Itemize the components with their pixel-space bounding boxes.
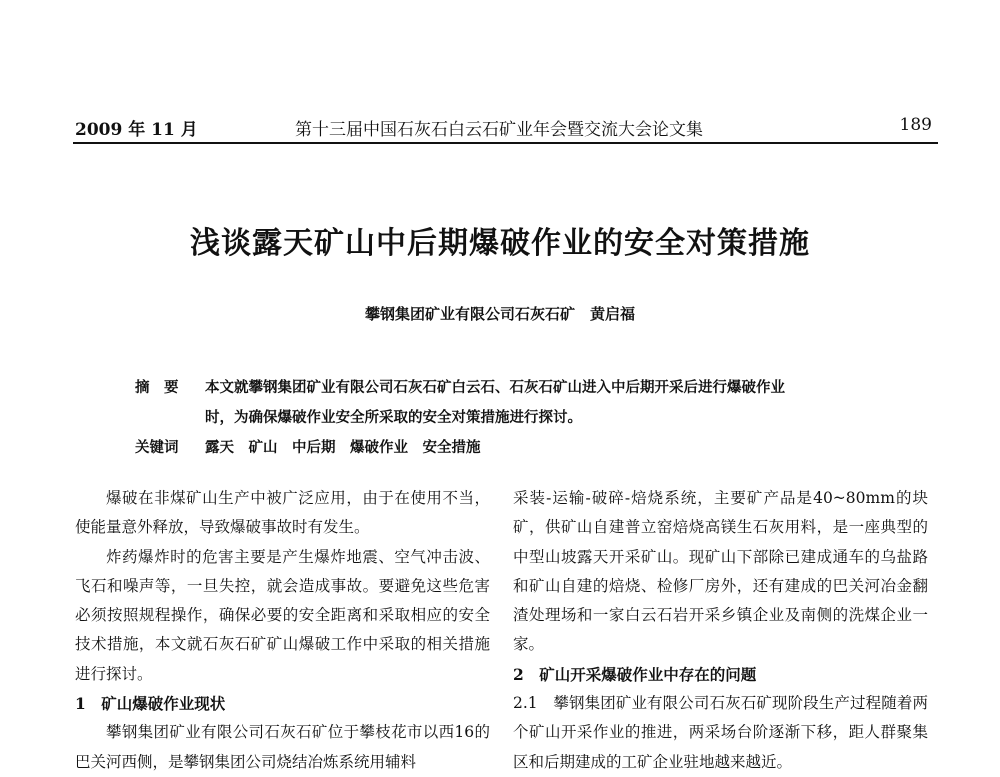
abstract-line-2: 时，为确保爆破作业安全所采取的安全对策措施进行探讨。 xyxy=(205,409,582,426)
paragraph: 爆破在非煤矿山生产中被广泛应用，由于在使用不当，使能量意外释放，导致爆破事故时有发生。 xyxy=(75,489,490,537)
abstract-block xyxy=(135,373,915,463)
header-journal: 第十三届中国石灰石白云石矿业年会暨交流大会论文集 xyxy=(295,120,703,140)
keywords-label: 关键词 xyxy=(135,439,179,456)
page-number: 189 xyxy=(899,115,932,135)
paper-title: 浅谈露天矿山中后期爆破作业的安全对策措施 xyxy=(190,226,810,261)
body-column-right xyxy=(513,484,928,777)
abstract-label: 摘 要 xyxy=(135,379,179,396)
paragraph: 采装-运输-破碎-焙烧系统，主要矿产品是40~80mm的块矿，供矿山自建普立窑焙烧高镁生石灰用料，是一座典型的中型山坡露天开采矿山。现矿山下部除已建成通车的乌盐路和矿山自建的焙烧、检修厂房外，还有建成的巴关河冶金翻渣处理场和一家白云石岩开采乡镇企业及南侧的洗煤企业一家。 xyxy=(513,489,928,654)
keywords-text: 露天 矿山 中后期 爆破作业 安全措施 xyxy=(205,439,481,456)
author-affiliation: 攀钢集团矿业有限公司石灰石矿 黄启福 xyxy=(364,305,635,323)
abstract-line-1: 本文就攀钢集团矿业有限公司石灰石矿白云石、石灰石矿山进入中后期开采后进行爆破作业 xyxy=(205,379,785,396)
header-date: 2009 年 11 月 xyxy=(75,120,198,140)
section-heading: 1 矿山爆破作业现状 xyxy=(75,694,226,714)
paragraph: 攀钢集团矿业有限公司石灰石矿位于攀枝花市以西16的巴关河西侧，是攀钢集团公司烧结冶炼系统用辅料 xyxy=(75,723,490,771)
paragraph: 2.1 攀钢集团矿业有限公司石灰石矿现阶段生产过程随着两个矿山开采作业的推进，两采场台阶逐渐下移，距人群聚集区和后期建成的工矿企业驻地越来越近。 xyxy=(513,694,928,771)
paragraph: 炸药爆炸时的危害主要是产生爆炸地震、空气冲击波、飞石和噪声等，一旦失控，就会造成事故。要避免这些危害必须按照规程操作，确保必要的安全距离和采取相应的安全技术措施，本文就石灰石矿矿山爆破工作中采取的相关措施进行探讨。 xyxy=(75,547,490,683)
section-heading: 2 矿山开采爆破作业中存在的问题 xyxy=(513,664,757,684)
body-column-left xyxy=(75,484,490,777)
running-header xyxy=(73,112,938,144)
